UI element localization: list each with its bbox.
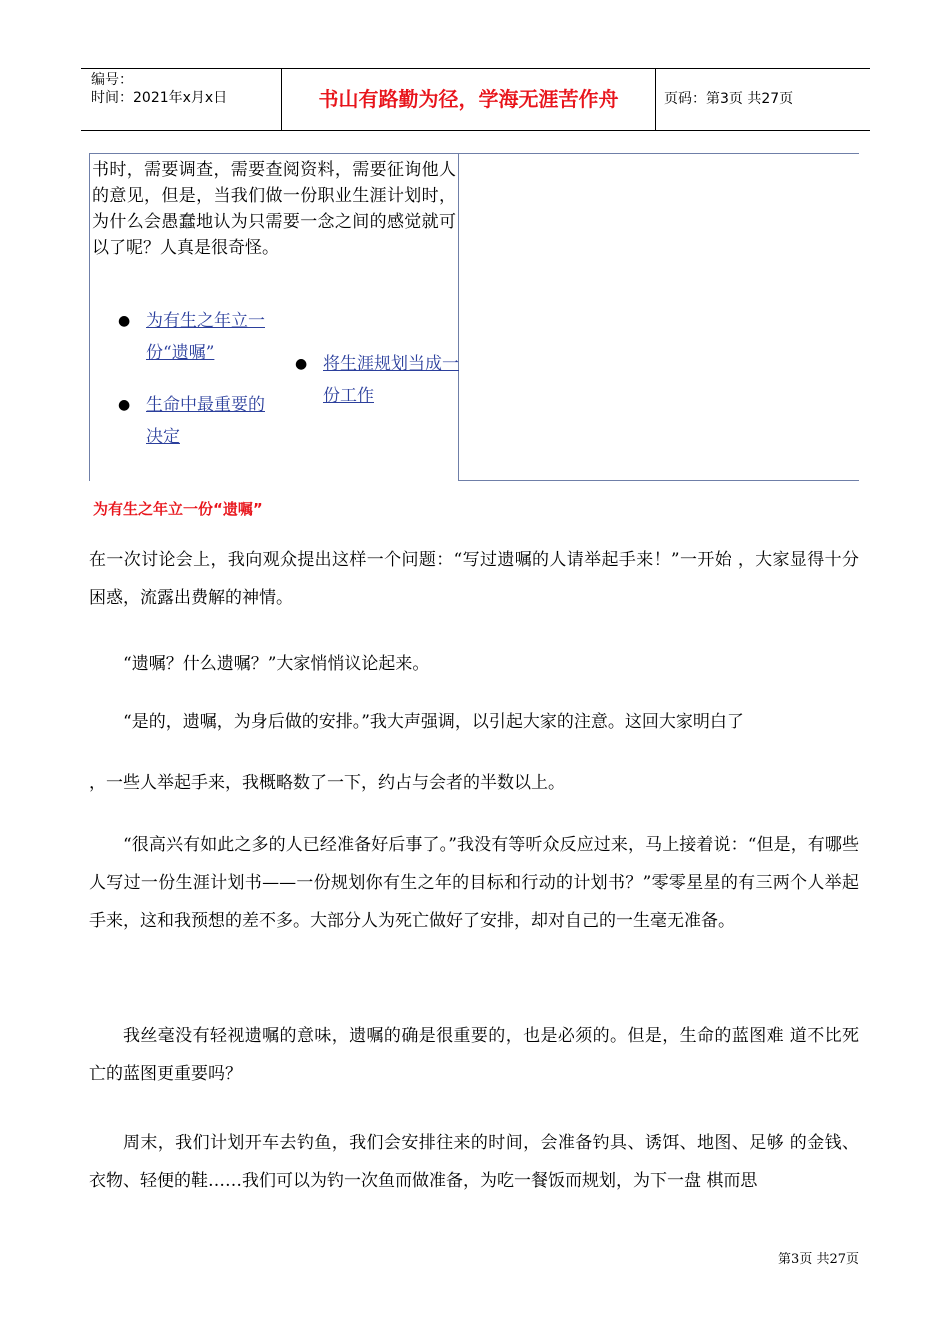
list-item — [295, 348, 459, 412]
header-meta-cell — [81, 69, 281, 130]
box-border-bottom — [458, 480, 859, 481]
paragraph: 在一次讨论会上，我向观众提出这样一个问题：“写过遗嘱的人请举起手来！”一开始 ，大家显得十分困惑，流露出费解的神情。 — [89, 550, 859, 608]
list-item — [118, 389, 268, 453]
document-date-label: 时间：2021年x月x日 — [91, 90, 228, 106]
document-number-label: 编号： — [91, 72, 133, 88]
paragraph: 我丝毫没有轻视遗嘱的意味，遗嘱的确是很重要的，也是必须的。但是，生命的蓝图难 道不比死亡的蓝图更重要吗？ — [89, 1026, 859, 1084]
content-box — [89, 153, 859, 481]
header-motto: 书山有路勤为径，学海无涯苦作舟 — [318, 87, 619, 111]
intro-text: 书时，需要调查，需要查阅资料，需要征询他人的意见，但是，当我们做一份职业生涯计划时，为什么会愚蠢地认为只需要一念之间的感觉就可以了呢？人真是很奇怪。 — [92, 160, 456, 258]
paragraph: 周末，我们计划开车去钓鱼，我们会安排往来的时间，会准备钓具、诱饵、地图、足够 的金钱、衣物、轻便的鞋……我们可以为钓一次鱼而做准备，为吃一餐饭而规划，为下一盘 棋而思 — [89, 1133, 859, 1191]
toc-links-right — [295, 348, 459, 432]
paragraph: “很高兴有如此之多的人已经准备好后事了。”我没有等听众反应过来，马上接着说：“但是，有哪些人写过一份生涯计划书——一份规划你有生之年的目标和行动的计划书？”零零星星的有三两个人举起手来，这和我预想的差不多。大部分人为死亡做好了安排，却对自己的一生毫无准备。 — [89, 835, 859, 931]
toc-link-career-plan-job[interactable]: 将生涯规划当成一份工作 — [323, 354, 459, 406]
bullet-icon: ● — [295, 356, 308, 372]
box-border-left — [89, 153, 90, 481]
toc-link-will[interactable]: 为有生之年立一份“遗嘱” — [146, 311, 265, 363]
header-divider — [655, 69, 656, 130]
header-page-number: 页码：第3页 共27页 — [664, 91, 794, 107]
paragraph: “是的，遗嘱，为身后做的安排。”我大声强调，以引起大家的注意。这回大家明白了 — [123, 712, 744, 732]
page-footer: 第3页 共27页 — [778, 1252, 859, 1267]
page-header — [81, 68, 870, 131]
paragraph: ，一些人举起手来，我概略数了一下，约占与会者的半数以上。 — [89, 773, 565, 793]
box-border-top — [89, 153, 859, 154]
paragraph: “遗嘱？什么遗嘱？”大家悄悄议论起来。 — [123, 654, 430, 674]
toc-link-important-decision[interactable]: 生命中最重要的决定 — [146, 395, 265, 447]
bullet-icon: ● — [118, 313, 131, 329]
toc-links-left — [118, 305, 268, 473]
bullet-icon: ● — [118, 397, 131, 413]
section-heading: 为有生之年立一份“遗嘱” — [93, 500, 263, 518]
list-item — [118, 305, 268, 369]
